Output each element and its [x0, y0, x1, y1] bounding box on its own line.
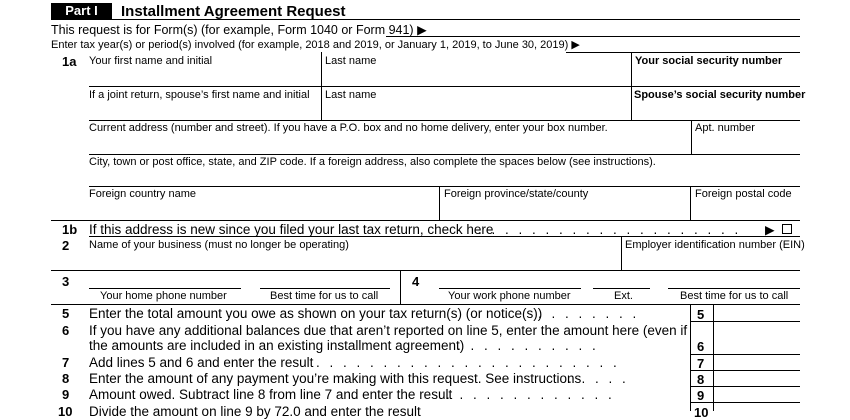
line-5-box-number: 5 [697, 307, 705, 322]
line-6-box-number: 6 [697, 339, 705, 354]
divider [691, 120, 692, 154]
apt-label: Apt. number [695, 122, 755, 134]
line-1b-dots: . . . . . . . . . . . . . . . . . . . . [478, 222, 742, 237]
line-7-amount-input[interactable] [716, 355, 798, 369]
spouse-last-name-label: Last name [325, 89, 377, 101]
address-label: Current address (number and street). If you have a P.O. box and no home delivery, enter your box number. [89, 122, 608, 134]
line-7-number: 7 [62, 355, 70, 370]
ext-input[interactable] [593, 274, 650, 288]
divider [400, 270, 401, 304]
business-name-label: Name of your business (must no longer be operating) [89, 239, 349, 251]
city-label: City, town or post office, state, and ZIP code. If a foreign address, also complete the spaces below (see instructions). [89, 156, 656, 168]
last-name-input[interactable] [325, 70, 627, 84]
divider [51, 304, 800, 305]
line-1b-text: If this address is new since you filed your last tax return, check here [89, 222, 494, 237]
line-6-number: 6 [62, 323, 70, 338]
work-best-time-label: Best time for us to call [680, 290, 789, 302]
line-8-dots: . . . . . [568, 371, 629, 386]
divider [439, 186, 440, 220]
line-6-dots: . . . . . . . . . . . [457, 338, 599, 353]
divider [51, 19, 800, 20]
line-5-number: 5 [62, 306, 70, 321]
form-request-input[interactable] [386, 21, 798, 36]
divider [621, 236, 622, 270]
line-9-amount-input[interactable] [716, 387, 798, 401]
last-name-label: Last name [325, 55, 377, 67]
work-best-time-underline [668, 288, 800, 289]
divider [51, 270, 800, 271]
foreign-country-input[interactable] [89, 203, 435, 217]
home-best-time-label: Best time for us to call [270, 290, 379, 302]
form-request-label: This request is for Form(s) (for example, Form 1040 or Form 941) ▶ [51, 23, 427, 37]
foreign-country-label: Foreign country name [89, 188, 196, 200]
tax-years-underline [566, 52, 800, 53]
line-5-amount-input[interactable] [716, 306, 798, 320]
spouse-first-name-input[interactable] [89, 104, 319, 118]
divider [690, 186, 691, 220]
address-input[interactable] [89, 137, 687, 151]
ext-label: Ext. [614, 290, 633, 302]
part-title: Installment Agreement Request [121, 3, 346, 20]
divider [690, 321, 800, 322]
line-8-amount-input[interactable] [716, 371, 798, 385]
ssn-label: Your social security number [635, 55, 783, 67]
ein-label: Employer identification number (EIN) [625, 239, 805, 251]
line-10-text: Divide the amount on line 9 by 72.0 and enter the result [89, 404, 421, 419]
city-input[interactable] [89, 171, 798, 185]
tax-years-label: Enter tax year(s) or period(s) involved (for example, 2018 and 2019, or January 1, 2019, to June 30, 2019) ▶ [51, 39, 580, 51]
line-5-text: Enter the total amount you owe as shown on your tax return(s) (or notice(s)) [89, 306, 543, 321]
work-phone-label: Your work phone number [448, 290, 571, 302]
line-5-dots: . . . . . . . . [538, 306, 640, 321]
work-phone-underline [439, 288, 581, 289]
line-1a-number: 1a [62, 54, 77, 69]
foreign-postal-input[interactable] [695, 203, 798, 217]
line-9-text: Amount owed. Subtract line 8 from line 7 and enter the result [89, 387, 453, 402]
apt-input[interactable] [695, 137, 798, 151]
line-9-dots: . . . . . . . . . . . . . [446, 387, 615, 402]
ein-input[interactable] [625, 254, 798, 268]
foreign-postal-label: Foreign postal code [695, 188, 792, 200]
first-name-input[interactable] [89, 70, 319, 84]
home-phone-label: Your home phone number [100, 290, 227, 302]
spouse-ssn-input[interactable] [635, 104, 798, 118]
line-6-text: If you have any additional balances due that aren’t reported on line 5, enter the amount here (even if [89, 323, 688, 338]
divider [690, 402, 800, 403]
foreign-province-input[interactable] [444, 203, 686, 217]
spouse-last-name-input[interactable] [325, 104, 627, 118]
line-8-text: Enter the amount of any payment you’re making with this request. See instructions [89, 371, 582, 386]
ext-underline [593, 288, 650, 289]
line-9-box-number: 9 [697, 388, 705, 403]
line-6-text-continued: the amounts are included in an existing installment agreement) [89, 338, 465, 353]
divider [321, 52, 322, 86]
line-8-number: 8 [62, 371, 70, 386]
home-best-time-input[interactable] [260, 274, 390, 288]
first-name-label: Your first name and initial [89, 55, 213, 67]
spouse-ssn-label: Spouse’s social security number [634, 89, 806, 101]
business-name-input[interactable] [89, 254, 617, 268]
line-7-box-number: 7 [697, 356, 705, 371]
line-4-number: 4 [412, 274, 420, 289]
arrow-icon: ▶ [765, 223, 775, 237]
divider [89, 86, 800, 87]
line-2-number: 2 [62, 238, 70, 253]
foreign-province-label: Foreign province/state/county [444, 188, 589, 200]
work-best-time-input[interactable] [668, 274, 798, 288]
divider [51, 220, 800, 221]
line-3-number: 3 [62, 274, 70, 289]
work-phone-input[interactable] [439, 274, 581, 288]
line-10-number: 10 [58, 404, 73, 419]
home-best-time-underline [260, 288, 390, 289]
line-7-dots: . . . . . . . . . . . . . . . . . . . . . . . [316, 355, 620, 370]
divider [321, 86, 322, 120]
divider [89, 120, 800, 121]
line-1b-number: 1b [62, 222, 78, 237]
divider [89, 154, 800, 155]
line-10-box-number: 10 [694, 405, 709, 420]
tax-years-input[interactable] [566, 37, 798, 51]
line-7-text: Add lines 5 and 6 and enter the result [89, 355, 314, 370]
line-9-number: 9 [62, 387, 70, 402]
address-changed-checkbox[interactable] [782, 224, 792, 234]
spouse-first-name-label: If a joint return, spouse’s first name and initial [89, 89, 310, 101]
part-label: Part I [51, 3, 112, 19]
divider [89, 236, 800, 237]
divider [89, 186, 800, 187]
home-phone-underline [89, 288, 241, 289]
home-phone-input[interactable] [89, 274, 241, 288]
line-6-amount-input[interactable] [716, 338, 798, 352]
ssn-input[interactable] [635, 70, 798, 84]
line-8-box-number: 8 [697, 372, 705, 387]
